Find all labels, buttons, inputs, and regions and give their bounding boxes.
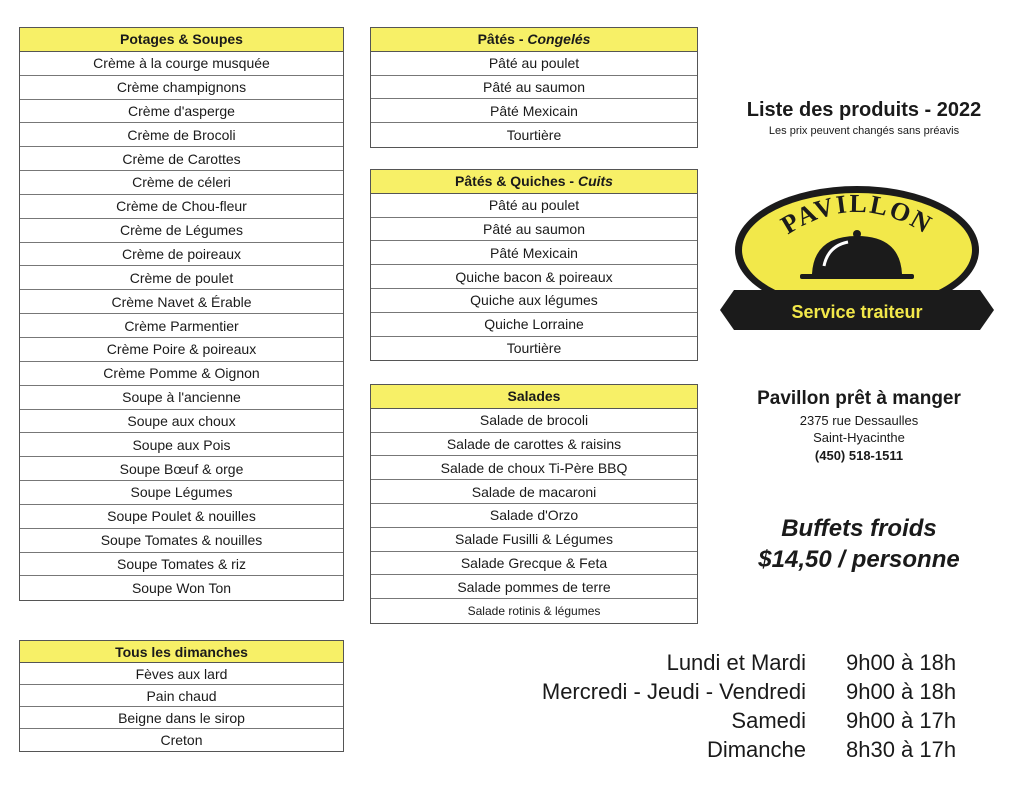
soup-item: Crème d'asperge [20,100,343,124]
soup-item: Soupe Won Ton [131,580,232,597]
soup-item: Crème Poire & poireaux [20,338,343,362]
soup-item: Soupe aux choux [20,410,343,434]
logo-graphic [712,178,1002,338]
soup-item: Crème champignons [20,76,343,100]
cooked-pie-item: Pâté au saumon [371,218,697,242]
hours-time: 8h30 à 17h [846,736,957,762]
soup-item: Soupe Légumes [20,481,343,505]
soup-item: Soupe Bœuf & orge [20,457,343,481]
sunday-item: Pain chaud [20,685,343,707]
soup-item: Crème de poireaux [20,243,343,267]
soups-header: Potages & Soupes [20,28,343,52]
hours-row [500,706,1000,735]
hours-day: Dimanche [706,736,806,762]
salad-item: Salade de macaroni [371,480,697,504]
frozen-pie-item: Tourtière [506,127,562,144]
store-city: Saint-Hyacinthe [813,430,905,445]
cooked-pie-item: Pâté au poulet [371,194,697,218]
opening-hours [500,648,1000,764]
cooked-pie-item: Pâté Mexicain [371,241,697,265]
hours-day: Mercredi - Jeudi - Vendredi [541,678,806,704]
cooked-pie-item: Quiche Lorraine [371,313,697,337]
salad-item: Salade de brocoli [371,409,697,433]
frozen-pie-item: Pâté Mexicain [371,99,697,123]
soup-item: Crème de poulet [20,266,343,290]
hours-time: 9h00 à 18h [846,649,957,675]
salad-item: Salade rotinis & légumes [467,604,601,619]
sunday-item: Beigne dans le sirop [20,707,343,729]
logo-tagline: Service traiteur [791,302,923,322]
salad-item: Salade de carottes & raisins [371,433,697,457]
salad-item: Salade d'Orzo [371,504,697,528]
page-title: Liste des produits - 2022 [746,99,982,121]
store-address: 2375 rue Dessaulles [799,413,919,428]
soup-item: Soupe aux Pois [20,433,343,457]
frozen-pies-table [370,27,698,148]
soup-item: Crème de Légumes [20,219,343,243]
frozen-pie-item: Pâté au poulet [371,52,697,76]
cooked-pie-item: Tourtière [506,340,562,357]
salad-item: Salade Grecque & Feta [371,552,697,576]
soups-table [19,27,344,601]
soup-item: Crème de Carottes [20,147,343,171]
cooked-pie-item: Quiche bacon & poireaux [371,265,697,289]
sundays-table [19,640,344,752]
sunday-item: Fèves aux lard [20,663,343,685]
frozen-pies-header-main: Pâtés - [477,31,524,48]
sundays-header: Tous les dimanches [20,641,343,663]
frozen-pie-item: Pâté au saumon [371,76,697,100]
soup-item: Soupe Tomates & riz [20,553,343,577]
salad-item: Salade Fusilli & Légumes [371,528,697,552]
salad-item: Salade pommes de terre [371,575,697,599]
hours-day: Lundi et Mardi [666,649,806,675]
hours-row [500,648,1000,677]
soup-item: Crème Pomme & Oignon [20,362,343,386]
store-phone: (450) 518-1511 [814,448,904,463]
soup-item: Crème Parmentier [20,314,343,338]
cooked-pies-header-main: Pâtés & Quiches - [455,173,575,190]
store-name: Pavillon prêt à manger [757,388,961,409]
buffet-price: $14,50 / personne [758,546,960,573]
soup-item: Crème de Brocoli [20,123,343,147]
hours-time: 9h00 à 17h [846,707,957,733]
soup-item: Soupe à l'ancienne [20,386,343,410]
frozen-pies-header-em: Congelés [527,31,591,48]
cooked-pies-header [371,170,697,194]
hours-row [500,735,1000,764]
cooked-pies-header-em: Cuits [577,173,613,190]
pavillon-logo [712,178,1002,338]
logo-brand: PAVILLON [775,188,938,240]
soup-item: Crème de céleri [20,171,343,195]
buffet-title: Buffets froids [781,515,937,542]
salad-item: Salade de choux Ti-Père BBQ [371,456,697,480]
soup-item: Crème à la courge musquée [20,52,343,76]
salads-table [370,384,698,624]
soup-item: Soupe Tomates & nouilles [20,529,343,553]
hours-time: 9h00 à 18h [846,678,957,704]
soup-item: Soupe Poulet & nouilles [20,505,343,529]
hours-row [500,677,1000,706]
cooked-pie-item: Quiche aux légumes [371,289,697,313]
salads-header: Salades [371,385,697,409]
soup-item: Crème Navet & Érable [20,290,343,314]
frozen-pies-header [371,28,697,52]
hours-day: Samedi [731,707,806,733]
soup-item: Crème de Chou-fleur [20,195,343,219]
sunday-item: Creton [160,732,203,748]
cooked-pies-table [370,169,698,361]
page-subtitle: Les prix peuvent changés sans préavis [768,125,960,137]
